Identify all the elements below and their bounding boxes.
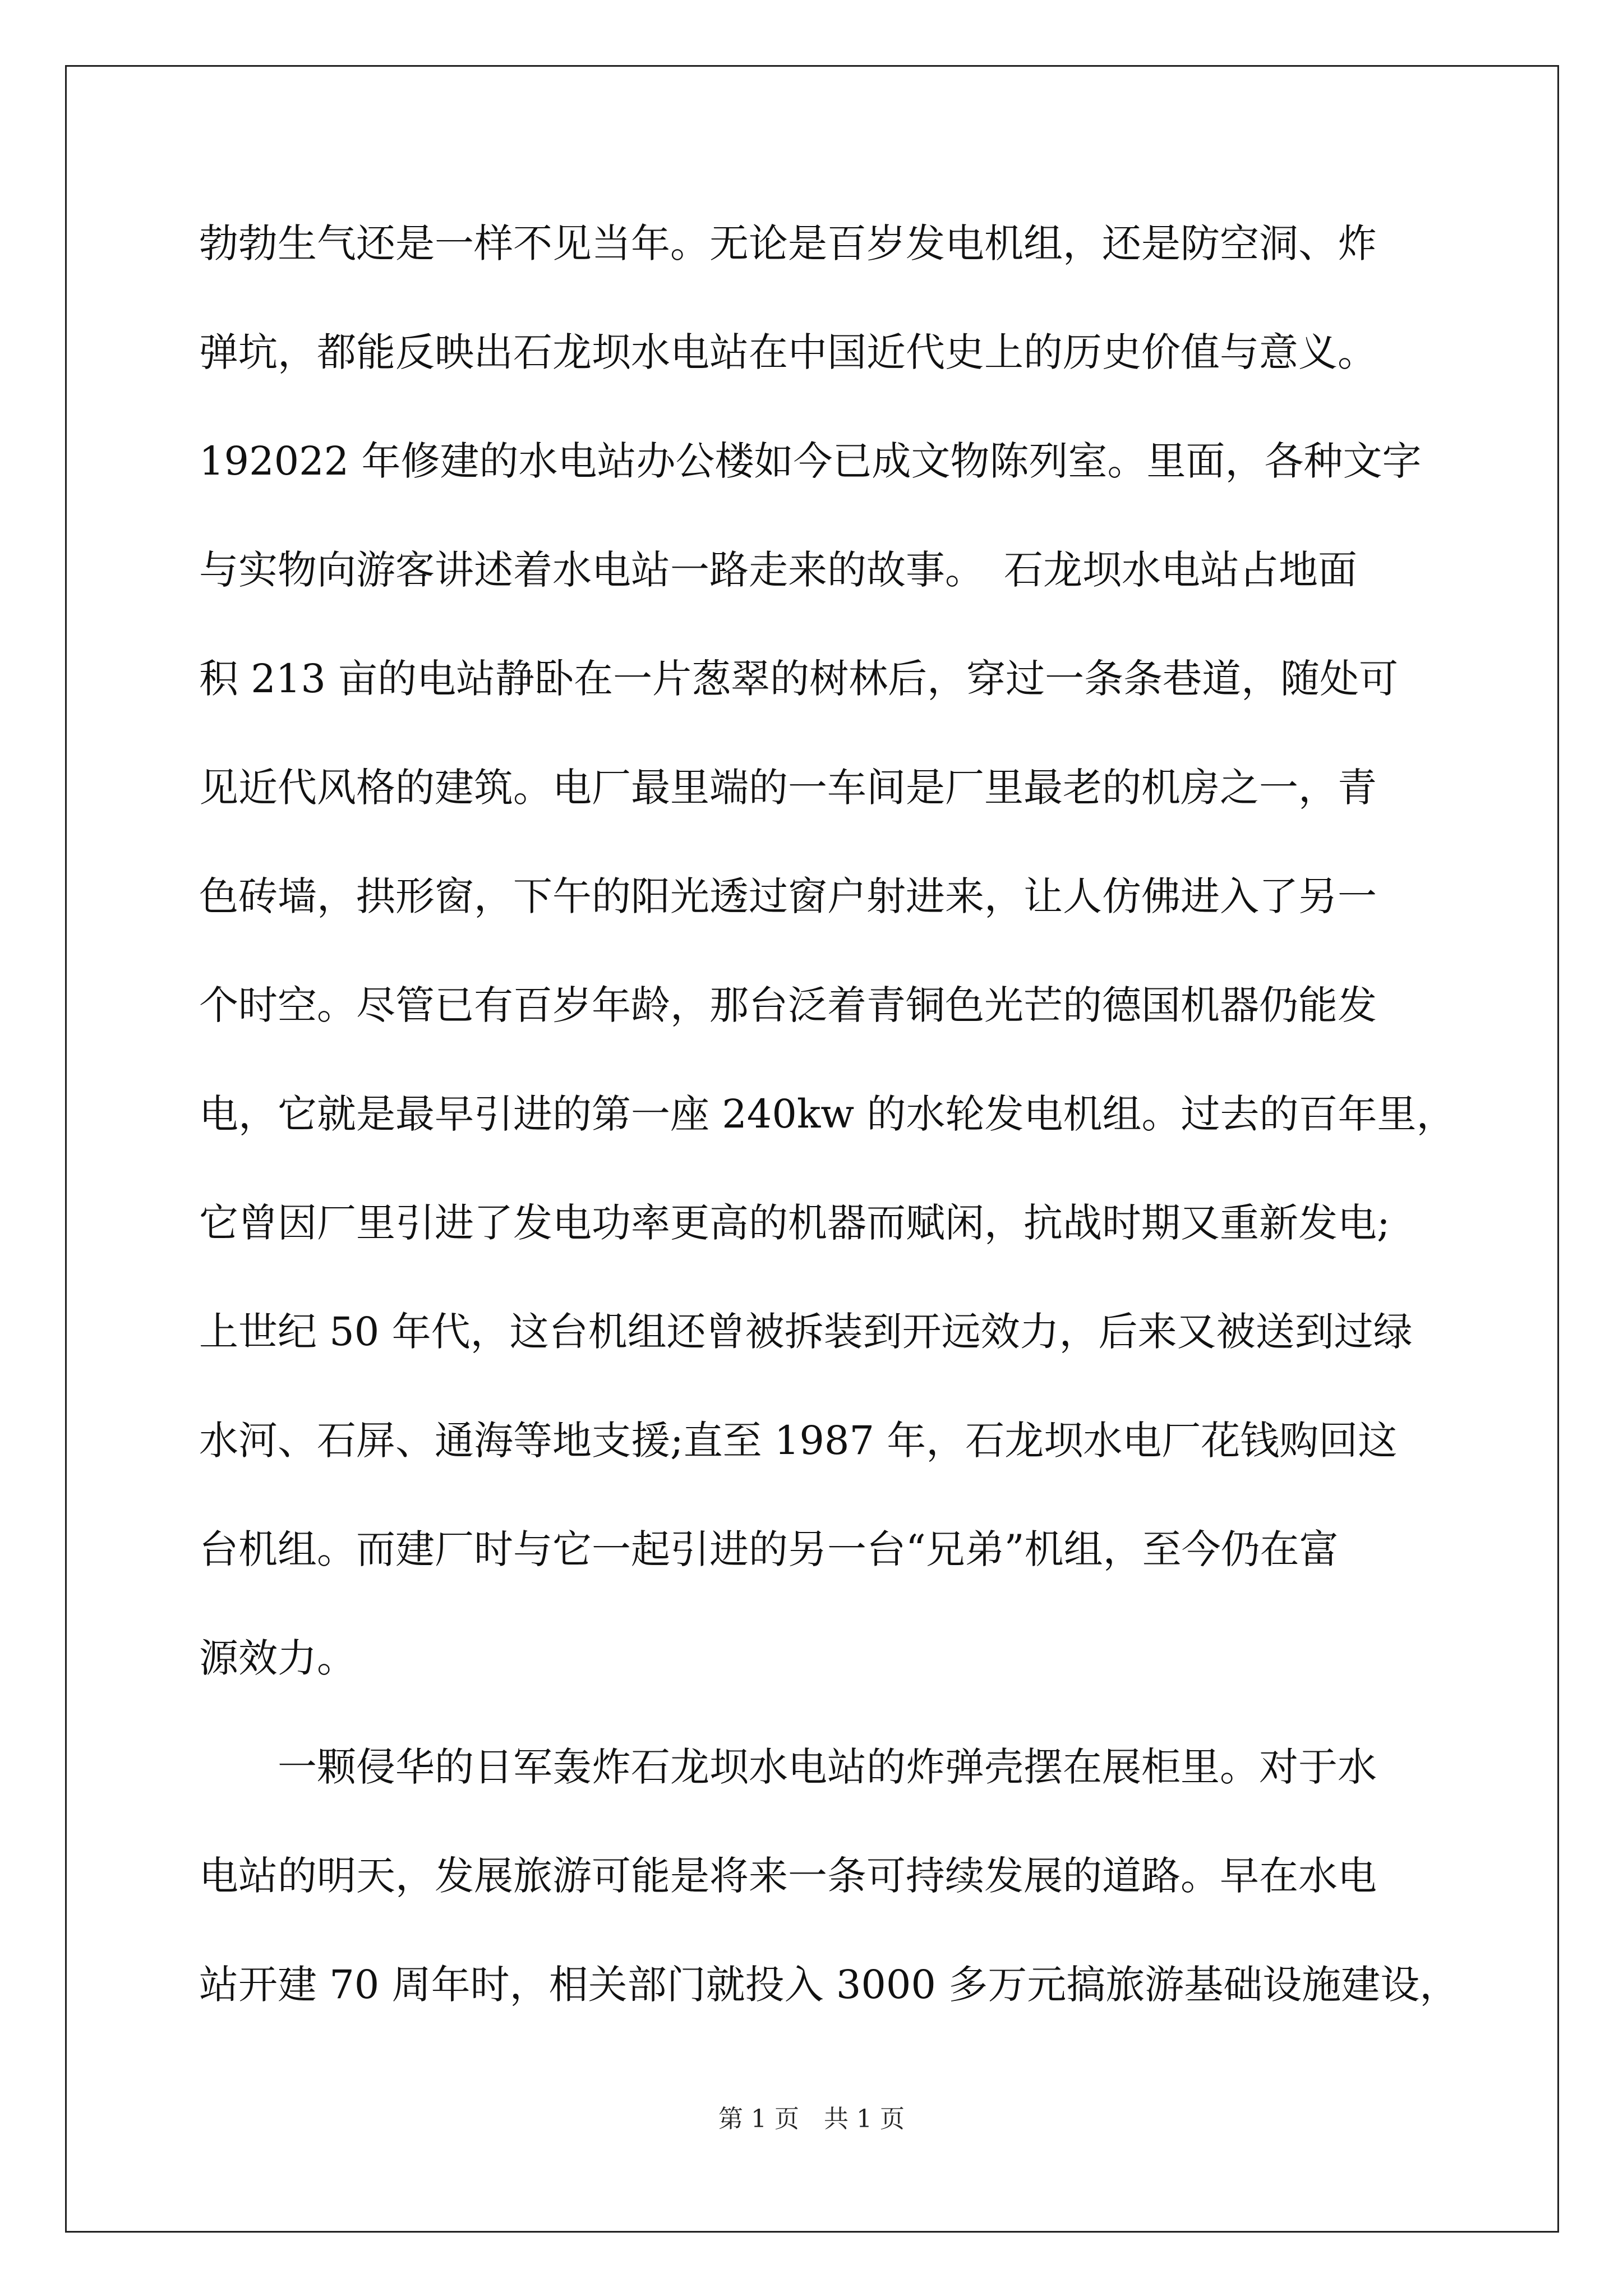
text-line: 积 213 亩的电站静卧在一片葱翠的树林后，穿过一条条巷道，随处可 — [199, 656, 1399, 702]
text-line: 勃勃生气还是一样不见当年。无论是百岁发电机组，还是防空洞、炸 — [199, 220, 1377, 266]
text-line: 上世纪 50 年代，这台机组还曾被拆装到开远效力，后来又被送到过绿 — [199, 1309, 1413, 1355]
text-line: 它曾因厂里引进了发电功率更高的机器而赋闲，抗战时期又重新发电; — [199, 1200, 1390, 1246]
text-line: 电，它就是最早引进的第一座 240kw 的水轮发电机组。过去的百年里， — [199, 1091, 1456, 1137]
text-line: 台机组。而建厂时与它一起引进的另一台“兄弟”机组，至今仍在富 — [199, 1526, 1339, 1572]
text-line: 站开建 70 周年时，相关部门就投入 3000 多万元搞旅游基础设施建设， — [199, 1962, 1459, 2008]
document-body — [199, 215, 1459, 2065]
text-line: 192022 年修建的水电站办公楼如今已成文物陈列室。里面，各种文字 — [199, 438, 1422, 484]
text-line: 与实物向游客讲述着水电站一路走来的故事。 石龙坝水电站占地面 — [199, 547, 1357, 593]
text-line: 电站的明天，发展旅游可能是将来一条可持续发展的道路。早在水电 — [199, 1853, 1377, 1899]
text-line: 水河、石屏、通海等地支援;直至 1987 年，石龙坝水电厂花钱购回这 — [199, 1418, 1398, 1464]
page-footer: 第 1 页 共 1 页 — [718, 2105, 905, 2133]
text-line: 一颗侵华的日军轰炸石龙坝水电站的炸弹壳摆在展柜里。对于水 — [199, 1744, 1377, 1790]
text-line: 源效力。 — [199, 1635, 356, 1681]
text-line: 个时空。尽管已有百岁年龄，那台泛着青铜色光芒的德国机器仍能发 — [199, 982, 1377, 1028]
text-line: 见近代风格的建筑。电厂最里端的一车间是厂里最老的机房之一，青 — [199, 765, 1377, 811]
text-line: 色砖墙，拱形窗，下午的阳光透过窗户射进来，让人仿佛进入了另一 — [199, 873, 1377, 919]
text-line: 弹坑，都能反映出石龙坝水电站在中国近代史上的历史价值与意义。 — [199, 329, 1377, 375]
